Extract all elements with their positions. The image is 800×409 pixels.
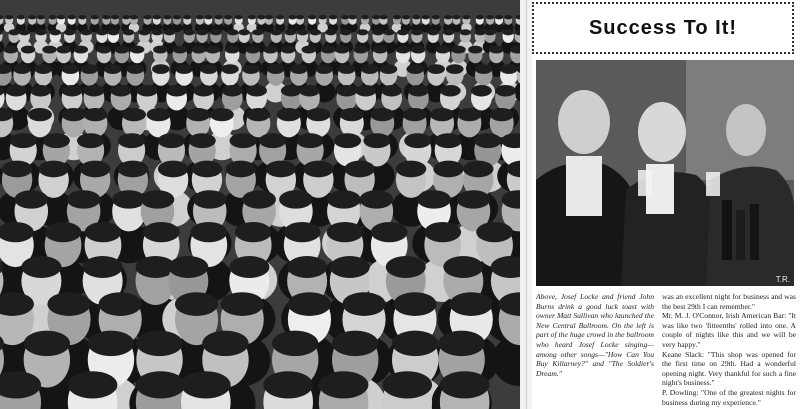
article-body [662,292,796,407]
photo-caption: Above, Josef Locke and friend John Burns drink a good luck toast with owner Matt Sullivan who launched the New Central Ballroom. On the left is part of the huge crowd in the ballroom who heard Josef Locke singing—among other songs—"How Can You Buy Killarney?" and "The Soldier's Dream." [536,292,654,378]
headline-box [532,2,794,54]
article-paragraph: Keane Slack: "This shop was opened for the first time on 29th. Had a wonderful opening night. Very thankful for such a fine night's business." [662,349,796,388]
column-rule [526,0,527,409]
article-paragraph: Mr. M. J. O'Connor, Irish American Bar: "It was like two 'fitteenths' rolled into one. A couple of nights like this and we will be very happy." [662,311,796,349]
headline: Success To It! [588,16,738,39]
article-paragraph: was an excellent night for business and was the best 29th I can remember." [662,292,796,311]
photo-credit: T.R. [775,275,790,284]
toast-photo-art [536,60,794,286]
toast-photo [536,60,794,286]
article-paragraph: P. Dowling: "One of the greatest nights for business during my experience." [662,387,796,407]
